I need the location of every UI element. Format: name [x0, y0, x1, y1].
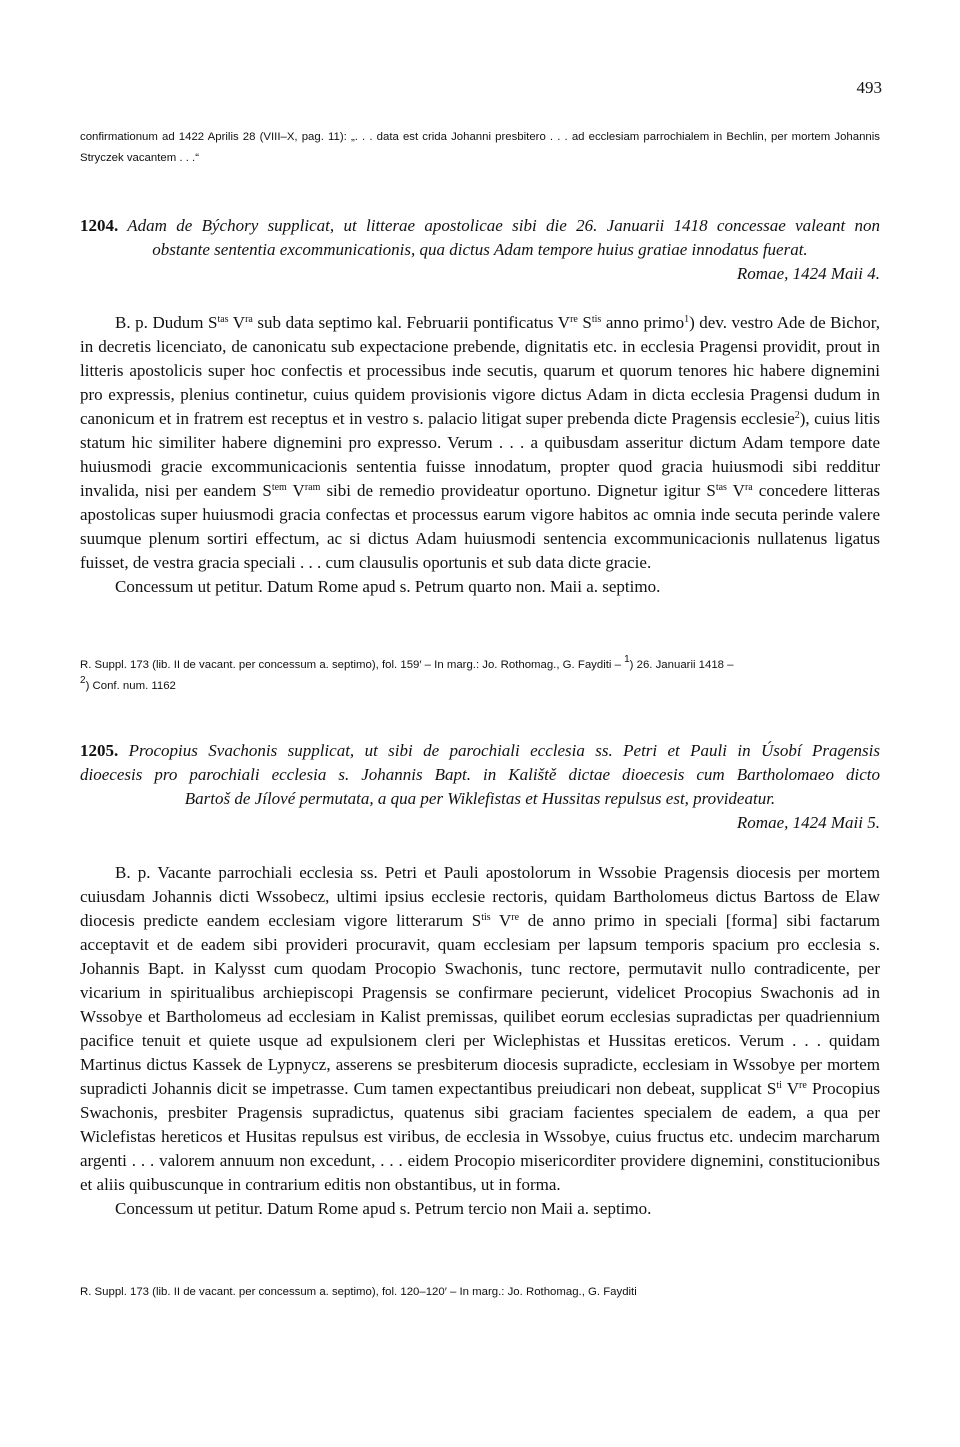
entry-1204-number: 1204. — [80, 216, 119, 235]
entry-1204-heading — [80, 214, 880, 286]
entry-1205-footnote: R. Suppl. 173 (lib. II de vacant. per concessum a. septimo), fol. 120–120′ – In marg.: Jo. Rothomag., G. Fayditi — [80, 1286, 637, 1298]
entry-1205-heading — [80, 739, 880, 835]
page-number: 493 — [856, 78, 882, 97]
entry-1205-body — [80, 861, 880, 1221]
entry-1205-place-date: Romae, 1424 Maii 5. — [736, 813, 880, 832]
entry-1204-concessum: Concessum ut petitur. Datum Rome apud s. Petrum quarto non. Maii a. septimo. — [115, 577, 661, 596]
entry-1204-paragraph: B. p. Dudum $S^{tas}$ $V^{ra}$ sub data septimo kal. Februarii pontificatus Vre $S^{tis}$ anno primo$^1$) dev. vestro Ade de Bichor, in decretis licenciato, de canonicatu sub expectacione prebende, dignitatis etc. in ecclesia Pragensi providit, prout in litteris apostolicis super hoc confectis et processibus inde secutis, quarum et quorum tenores hic habere dignemini pro expressis, plenius continetur, cuius quidem provisionis vigore dictus Adam in dicta ecclesia Pragensi dudum in canonicum et in fratrem est receptus et in vestro s. palacio litigat super prebenda dicte Pragensis ecclesie$^2$), cuius litis statum hic similiter habere dignemini pro expresso. Verum . . . a quibusdam asseritur dictum Adam tempore date huiusmodi gracie excommunicacionis sententia fuisse innodatum, propter quod gracia huiusmodi sibi redditur invalida, nisi per eandem $S^{tem}$ $V^{ram}$ sibi de remedio provideatur oportuno. Dignetur igitur $S^{tas}$ $V^{ra}$ concedere litteras apostolicas super huiusmodi gracia confectas et processus earum vigore habitos ac omnia inde secuta perinde valere suumque plenum sortiri effectum, ac si dictus Adam huiusmodi sentencia excommunicacionis nullatenus ligatus fuisset, de vestra gracia speciali . . . cum clausulis oportunis et sub data dicte gracie. — [80, 313, 881, 572]
entry-1204-footnote: R. Suppl. 173 (lib. II de vacant. per concessum a. septimo), fol. 159′ – In marg.: Jo. Rothomag., G. Fayditi – $^1$) 26. Januarii 1418 – $^2$) Conf. num. 1162 — [80, 654, 734, 692]
entry-1205-number: 1205. — [80, 741, 119, 760]
entry-1204-heading-line2: obstante sententia excommunicationis, qua dictus Adam tempore huius gratiae innodatus fuerat. — [152, 240, 808, 259]
entry-1205-heading-line3: Bartoš de Jílové permutata, a qua per Wiklefistas et Hussitas repulsus est, provideatur. — [184, 789, 776, 808]
entry-1204-body — [80, 311, 880, 599]
entry-1205-paragraph: B. p. Vacante parrochiali ecclesia ss. Petri et Pauli apostolorum in Wssobie Pragensis diocesis per mortem cuiusdam Johannis dicti Wssobecz, ultimi ipsius ecclesie rectoris, quidam Bartholomeus dictus Bartoss de Elaw diocesis predicte eandem ecclesiam vigore litterarum $S^{tis}$ Vre de anno primo in speciali [forma] sibi factarum acceptavit et de eadem sibi provideri procuravit, quam ecclesiam per lapsum temporis spacium pro ecclesia s. Johannis Bapt. in Kalysst cum quodam Procopio Swachonis, tunc rectore, permutavit nullo contradicente, per vicarium in spiritualibus archiepiscopi Pragensis se confirmare pecierunt, videlicet Procopius Swachonis ad in Wssobye et Bartholomeus ad ecclesiam in Kalist premissas, quilibet eorum ecclesias supradictas per quadriennium pacifice tenuit et quiete usque ad expulsionem cleri per Wiclephistas et Hussitas ereticos. Verum . . . quidam Martinus dictus Kassek de Lypnycz, asserens se presbiterum diocesis supradicte, ecclesiam in Wssobye per mortem supradicti Johannis dicit se impetrasse. Cum tamen expectantibus preiudicari non debeat, supplicat $S^{ti}$ Vre Procopius Swachonis, presbiter Pragensis supradictus, quatenus sibi graciam facientes specialem de eadem, a qua per Wiclefistas hereticos et Husitas repulsus est viribus, de ecclesia in Wssobye, cuius fructus etc. undecim marcharum argenti . . . valorem annuum non excedunt, . . . eidem Procopio misericorditer providere dignemini, constitucionibus et aliis quibuscunque in contrarium editis non obstantibus, ut in forma. — [80, 863, 880, 1194]
top-note-text: confirmationum ad 1422 Aprilis 28 (VIII–X, pag. 11): „. . . data est crida Johanni presbitero . . . ad ecclesiam parrochialem in Bechlin, per mortem Johannis Stryczek vacantem . . .“ — [80, 131, 880, 164]
entry-1204-place-date: Romae, 1424 Maii 4. — [736, 264, 880, 283]
entry-1205-heading-line1: 1205. Procopius Svachonis supplicat, ut sibi de parochiali ecclesia ss. Petri et Pauli in Úsobí Pragensis — [80, 741, 880, 760]
entry-1205-concessum: Concessum ut petitur. Datum Rome apud s. Petrum tercio non Maii a. septimo. — [115, 1199, 652, 1218]
entry-1205-heading-line2: dioecesis pro parochiali ecclesia s. Johannis Bapt. in Kaliště dictae dioecesis cum Bartholomaeo dicto — [80, 765, 880, 784]
entry-1204-heading-line1: 1204. Adam de Býchory supplicat, ut litterae apostolicae sibi die 26. Januarii 1418 concessae valeant non — [80, 216, 880, 235]
top-footnote-continuation — [80, 127, 880, 169]
